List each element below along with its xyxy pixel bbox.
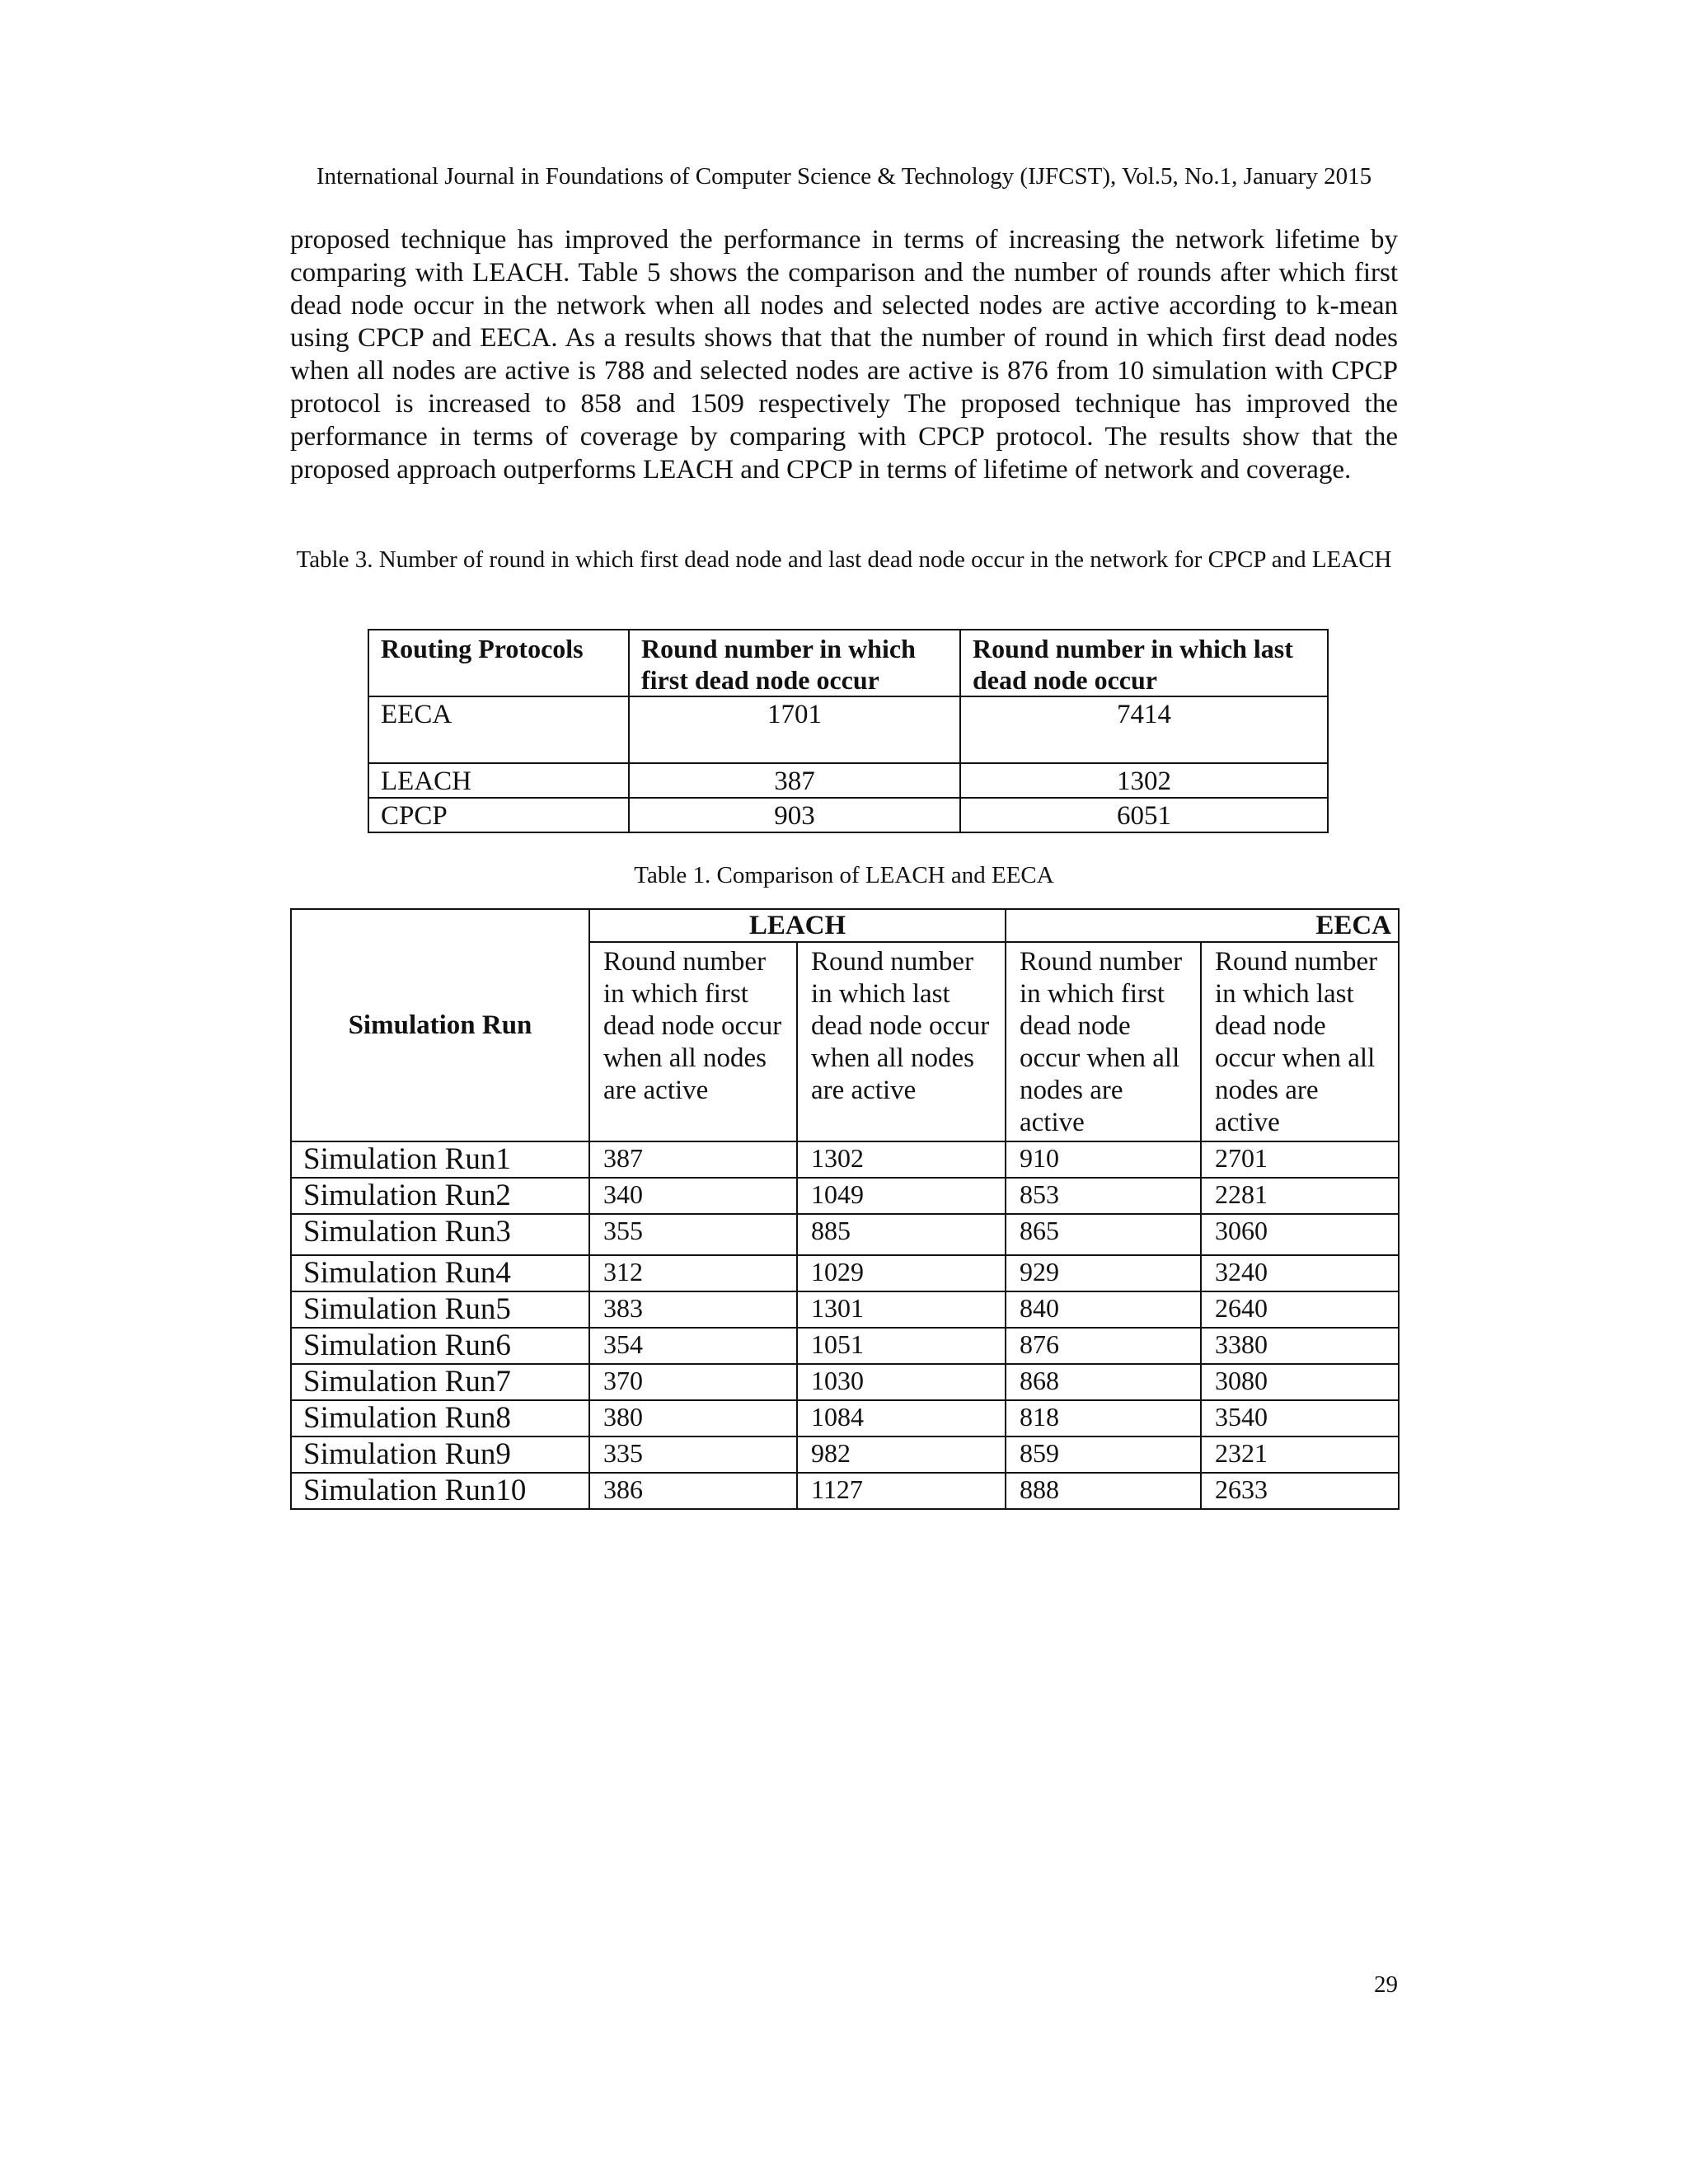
table1-cell-eeca-last: 3380 (1201, 1328, 1399, 1364)
table-row (291, 1328, 1399, 1364)
table1-cell-eeca-first: 865 (1006, 1214, 1201, 1255)
table1-cell-leach-last: 1301 (797, 1291, 1006, 1328)
table1-cell-leach-first: 383 (589, 1291, 797, 1328)
running-header: International Journal in Foundations of Computer Science & Technology (IJFCST), Vol.5, No.1, January 2015 (316, 163, 1372, 190)
table1-cell-leach-last: 1302 (797, 1141, 1006, 1178)
table3-header-first-dead: Round number in which first dead node occur (629, 630, 960, 696)
table1-group-row (291, 909, 1399, 942)
table1-cell-leach-last: 1084 (797, 1400, 1006, 1436)
table1-cell-leach-last: 982 (797, 1436, 1006, 1473)
table3-routing-protocols (368, 629, 1329, 833)
table3-header-protocol: Routing Protocols (368, 630, 629, 696)
table1-cell-leach-last: 1049 (797, 1178, 1006, 1214)
table1-cell-leach-first: 386 (589, 1473, 797, 1509)
table1-cell-leach-first: 335 (589, 1436, 797, 1473)
table3-cell-protocol: LEACH (368, 763, 629, 798)
table-row (368, 798, 1328, 832)
table1-group-leach: LEACH (589, 909, 1006, 942)
table1-cell-run: Simulation Run5 (291, 1291, 589, 1328)
table1-caption: Table 1. Comparison of LEACH and EECA (634, 862, 1054, 888)
table1-cell-run: Simulation Run8 (291, 1400, 589, 1436)
table1-cell-eeca-first: 840 (1006, 1291, 1201, 1328)
table1-cell-run: Simulation Run4 (291, 1255, 589, 1291)
table1-cell-leach-last: 1029 (797, 1255, 1006, 1291)
table1-cell-leach-first: 370 (589, 1364, 797, 1400)
table1-leach-eeca-comparison (290, 908, 1400, 1510)
table1-cell-leach-first: 355 (589, 1214, 797, 1255)
table1-cell-eeca-first: 876 (1006, 1328, 1201, 1364)
table1-cell-eeca-last: 3060 (1201, 1214, 1399, 1255)
body-paragraph: proposed technique has improved the performance in terms of increasing the network lifetime by comparing with LEACH. Table 5 shows the comparison and the number of rounds after which first dead node occur in the network when all nodes and selected nodes are active according to k-mean using CPCP and EECA. As a results shows that that the number of round in which first dead nodes when all nodes are active is 788 and selected nodes are active is 876 from 10 simulation with CPCP protocol is increased to 858 and 1509 respectively The proposed technique has improved the performance in terms of coverage by comparing with CPCP protocol. The results show that the proposed approach outperforms LEACH and CPCP in terms of lifetime of network and coverage. (290, 225, 1398, 485)
table1-subheader-eeca-first: Round number in which first dead node occur when all nodes are active (1006, 942, 1201, 1141)
table3-cell-last: 6051 (960, 798, 1328, 832)
table1-subheader-leach-first: Round number in which first dead node occur when all nodes are active (589, 942, 797, 1141)
table-row (291, 1255, 1399, 1291)
table1-cell-eeca-last: 3080 (1201, 1364, 1399, 1400)
table1-cell-run: Simulation Run9 (291, 1436, 589, 1473)
table1-cell-eeca-last: 3540 (1201, 1400, 1399, 1436)
table-row (291, 1364, 1399, 1400)
table1-cell-eeca-last: 2281 (1201, 1178, 1399, 1214)
table1-cell-leach-last: 1030 (797, 1364, 1006, 1400)
table3-cell-last: 7414 (960, 696, 1328, 763)
table1-cell-run: Simulation Run2 (291, 1178, 589, 1214)
table3-cell-first: 1701 (629, 696, 960, 763)
table-row (291, 1291, 1399, 1328)
table1-cell-eeca-first: 929 (1006, 1255, 1201, 1291)
table3-cell-protocol: EECA (368, 696, 629, 763)
table1-cell-leach-first: 380 (589, 1400, 797, 1436)
table1-cell-eeca-first: 853 (1006, 1178, 1201, 1214)
table1-cell-eeca-last: 3240 (1201, 1255, 1399, 1291)
table3-header-last-dead: Round number in which last dead node occur (960, 630, 1328, 696)
page-number: 29 (1374, 1971, 1398, 1998)
table1-cell-eeca-first: 888 (1006, 1473, 1201, 1509)
table-row (368, 763, 1328, 798)
table-row (291, 1214, 1399, 1255)
table1-cell-leach-first: 354 (589, 1328, 797, 1364)
table1-cell-leach-first: 387 (589, 1141, 797, 1178)
table-row (291, 1178, 1399, 1214)
table1-cell-eeca-last: 2321 (1201, 1436, 1399, 1473)
table3-caption: Table 3. Number of round in which first dead node and last dead node occur in the network for CPCP and LEACH (296, 546, 1392, 573)
table1-cell-run: Simulation Run7 (291, 1364, 589, 1400)
table1-cell-eeca-last: 2640 (1201, 1291, 1399, 1328)
table-row (291, 1400, 1399, 1436)
table-row (368, 696, 1328, 763)
table1-cell-eeca-first: 859 (1006, 1436, 1201, 1473)
table1-cell-run: Simulation Run6 (291, 1328, 589, 1364)
table1-cell-run: Simulation Run3 (291, 1214, 589, 1255)
table1-cell-leach-first: 312 (589, 1255, 797, 1291)
table1-cell-eeca-first: 818 (1006, 1400, 1201, 1436)
table-row (291, 1473, 1399, 1509)
table1-subheader-leach-last: Round number in which last dead node occur when all nodes are active (797, 942, 1006, 1141)
table1-cell-run: Simulation Run1 (291, 1141, 589, 1178)
table1-cell-run: Simulation Run10 (291, 1473, 589, 1509)
table1-cell-eeca-first: 910 (1006, 1141, 1201, 1178)
table1-cell-eeca-last: 2633 (1201, 1473, 1399, 1509)
table3-cell-first: 387 (629, 763, 960, 798)
table1-cell-eeca-last: 2701 (1201, 1141, 1399, 1178)
table1-header-simulation-run: Simulation Run (291, 909, 589, 1141)
table3-cell-protocol: CPCP (368, 798, 629, 832)
table1-subheader-eeca-last: Round number in which last dead node occur when all nodes are active (1201, 942, 1399, 1141)
table-row (291, 1141, 1399, 1178)
table1-cell-leach-last: 885 (797, 1214, 1006, 1255)
table3-cell-first: 903 (629, 798, 960, 832)
table3-header-row (368, 630, 1328, 696)
table1-cell-leach-last: 1127 (797, 1473, 1006, 1509)
table1-cell-eeca-first: 868 (1006, 1364, 1201, 1400)
table3-cell-last: 1302 (960, 763, 1328, 798)
table1-cell-leach-first: 340 (589, 1178, 797, 1214)
table1-cell-leach-last: 1051 (797, 1328, 1006, 1364)
table-row (291, 1436, 1399, 1473)
table1-group-eeca: EECA (1006, 909, 1399, 942)
